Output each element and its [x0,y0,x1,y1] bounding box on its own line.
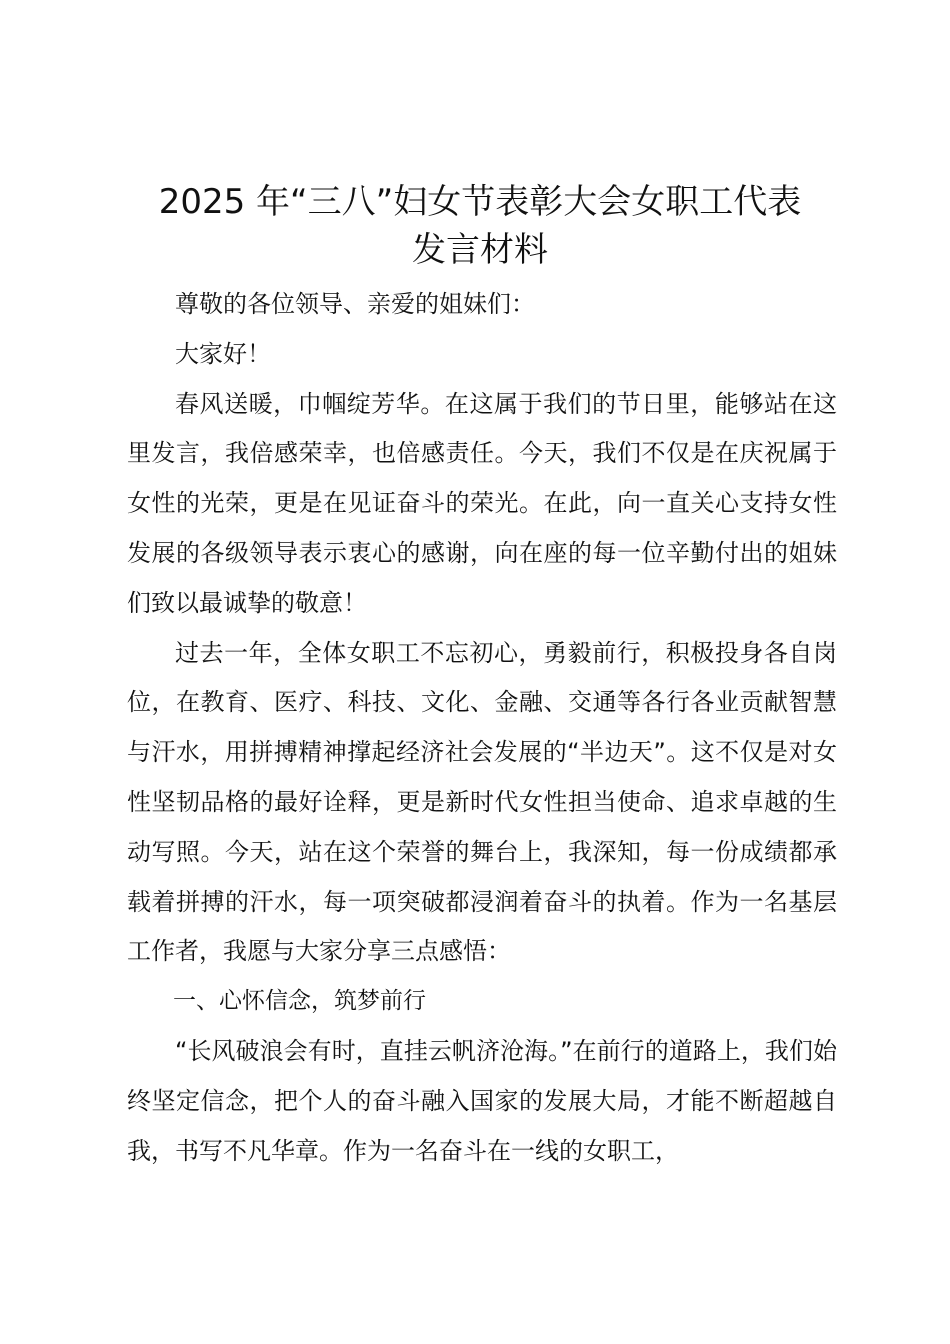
paragraph-intro: 春风送暖，巾帼绽芳华。在这属于我们的节日里，能够站在这里发言，我倍感荣幸，也倍感责任。今天，我们不仅是在庆祝属于女性的光荣，更是在见证奋斗的荣光。在此，向一直关心支持女性发展的各级领导表示衷心的感谢，向在座的每一位辛勤付出的姐妹们致以最诚挚的敬意！ [127,389,837,617]
paragraph-review: 过去一年，全体女职工不忘初心，勇毅前行，积极投身各自岗位，在教育、医疗、科技、文化、金融、交通等各行各业贡献智慧与汗水，用拼搏精神撑起经济社会发展的“半边天”。这不仅是对女性坚韧品格的最好诠释，更是新时代女性担当使命、追求卓越的生动写照。今天，站在这个荣誉的舞台上，我深知，每一份成绩都承载着拼搏的汗水，每一项突破都浸润着奋斗的执着。作为一名基层工作者，我愿与大家分享三点感悟： [127,638,837,966]
salutation: 尊敬的各位领导、亲爱的姐妹们： [175,290,535,318]
document-title [100,178,860,274]
title-line-1: 2025 年“三八”妇女节表彰大会女职工代表 [158,182,802,222]
title-line-2: 发言材料 [412,230,548,270]
document-body [127,280,837,1176]
greeting: 大家好！ [175,339,271,368]
paragraph-section-1: “长风破浪会有时，直挂云帆济沧海。”在前行的道路上，我们始终坚定信念，把个人的奋斗融入国家的发展大局，才能不断超越自我，书写不凡华章。作为一名奋斗在一线的女职工， [127,1036,837,1165]
section-heading-1: 一、心怀信念，筑梦前行 [173,988,426,1015]
